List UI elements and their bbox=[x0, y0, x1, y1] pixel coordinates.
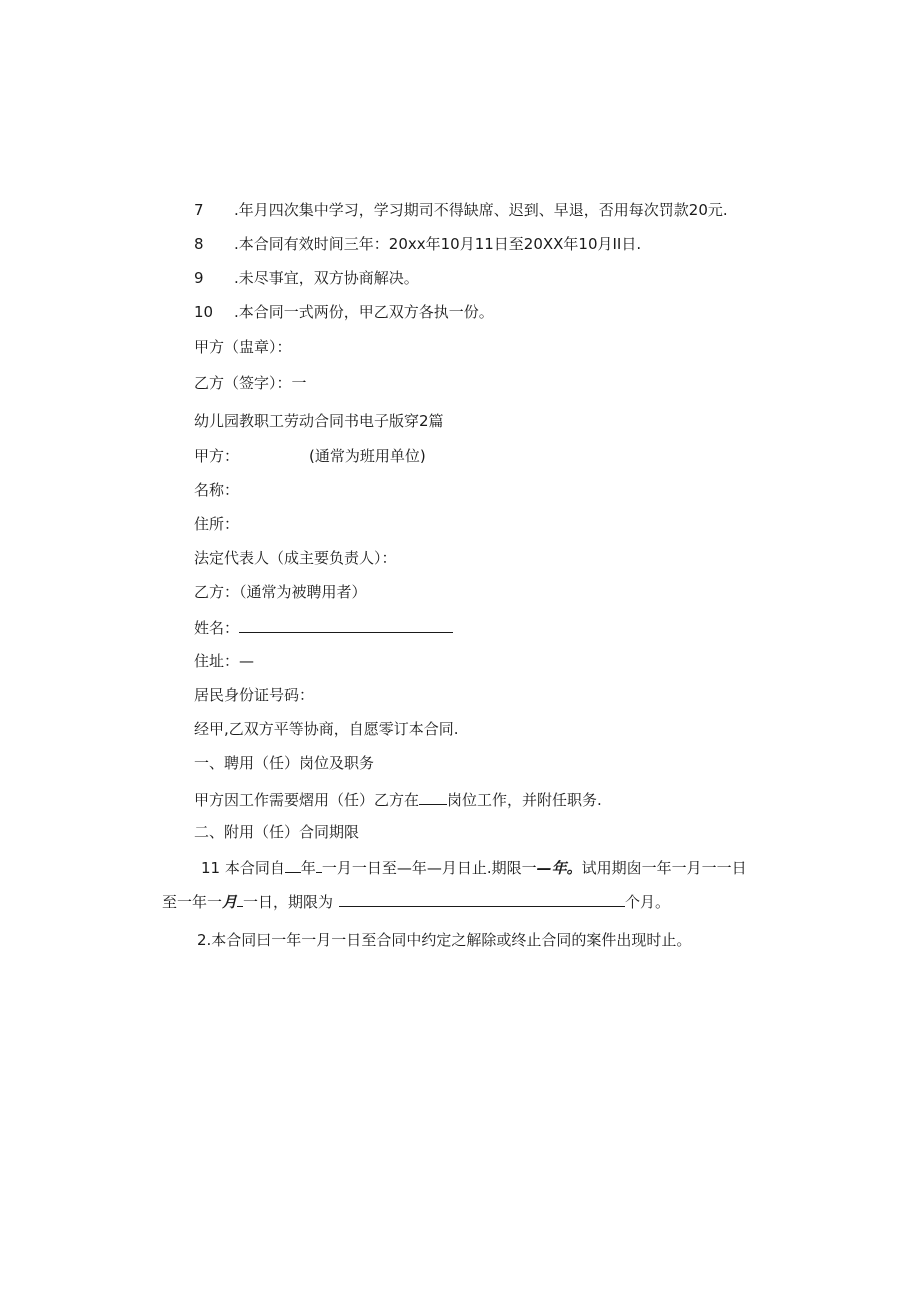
party-a-line bbox=[194, 446, 426, 466]
list-item bbox=[194, 200, 728, 220]
intro-paragraph: 经甲,乙双方平等协商，自愿零订本合同. bbox=[194, 720, 459, 738]
party-b-signature: 乙方（签字）：一 bbox=[194, 374, 307, 392]
item-text: .本合同一式两份，甲乙双方各执一份。 bbox=[234, 303, 494, 321]
section-1-title: 一、聘用（任）岗位及职务 bbox=[194, 754, 375, 772]
item-text: .年月四次集中学习，学习期司不得缺席、迟到、早退，否用每次罚款20元. bbox=[234, 201, 728, 219]
section-1-body-part: 岗位工作，并附任职务. bbox=[447, 791, 602, 809]
clause-text: 一月一日至—年—月日止.期限一 bbox=[321, 859, 537, 877]
item-number: 9 bbox=[194, 269, 204, 287]
clause-1-line-2 bbox=[162, 890, 670, 912]
person-name-label: 姓名： bbox=[194, 619, 240, 637]
clause-text: 试用期囱一年一月一一日 bbox=[581, 859, 747, 877]
legal-representative-label: 法定代表人（成主要负责人）： bbox=[194, 549, 397, 567]
residence-label: 住所： bbox=[194, 515, 240, 533]
section-1-body bbox=[194, 788, 602, 810]
clause-text: 一日，期限为 bbox=[243, 893, 334, 911]
item-text: .未尽事宜，双方协商解决。 bbox=[234, 269, 419, 287]
address-label: 住址：— bbox=[194, 652, 255, 670]
post-blank bbox=[419, 788, 447, 805]
period-blank bbox=[339, 890, 625, 907]
party-a-label: 甲方： bbox=[194, 447, 240, 465]
year-blank bbox=[285, 856, 301, 873]
item-text: .本合同有效时间三年：20xx年10月11日至20XX年10月II日. bbox=[234, 235, 642, 253]
section-1-body-part: 甲方因工作需要熠用（任）乙方在 bbox=[194, 791, 420, 809]
party-a-seal: 甲方（盅章）： bbox=[194, 338, 292, 356]
clause-text: 个月。 bbox=[625, 893, 671, 911]
person-name-line bbox=[194, 616, 453, 638]
section-2-title: 二、附用（任）合同期限 bbox=[194, 823, 360, 841]
party-a-note: (通常为班用单位) bbox=[309, 447, 426, 465]
document-title: 幼儿园教职工劳动合同书电子版穿2篇 bbox=[194, 412, 444, 430]
list-item bbox=[194, 234, 641, 254]
clause-emphasis: —年。 bbox=[536, 859, 582, 877]
clause-text: 至一年一 bbox=[162, 893, 223, 911]
clause-text: 11 本合同自 bbox=[201, 859, 285, 877]
party-b-line: 乙方：（通常为被聘用者） bbox=[194, 583, 367, 601]
item-number: 10 bbox=[194, 303, 214, 321]
item-number: 7 bbox=[194, 201, 204, 219]
id-number-label: 居民身份证号码： bbox=[194, 686, 315, 704]
clause-text: 年 bbox=[300, 859, 316, 877]
list-item bbox=[194, 302, 494, 322]
list-item bbox=[194, 268, 419, 288]
clause-1-line-1 bbox=[201, 856, 747, 878]
clause-2: 2.本合同曰一年一月一日至合同中约定之解除或终止合同的案件出现时止。 bbox=[197, 931, 692, 949]
name-label: 名称： bbox=[194, 481, 240, 499]
clause-emphasis: 月 bbox=[222, 893, 238, 911]
item-number: 8 bbox=[194, 235, 204, 253]
name-blank bbox=[239, 616, 453, 633]
